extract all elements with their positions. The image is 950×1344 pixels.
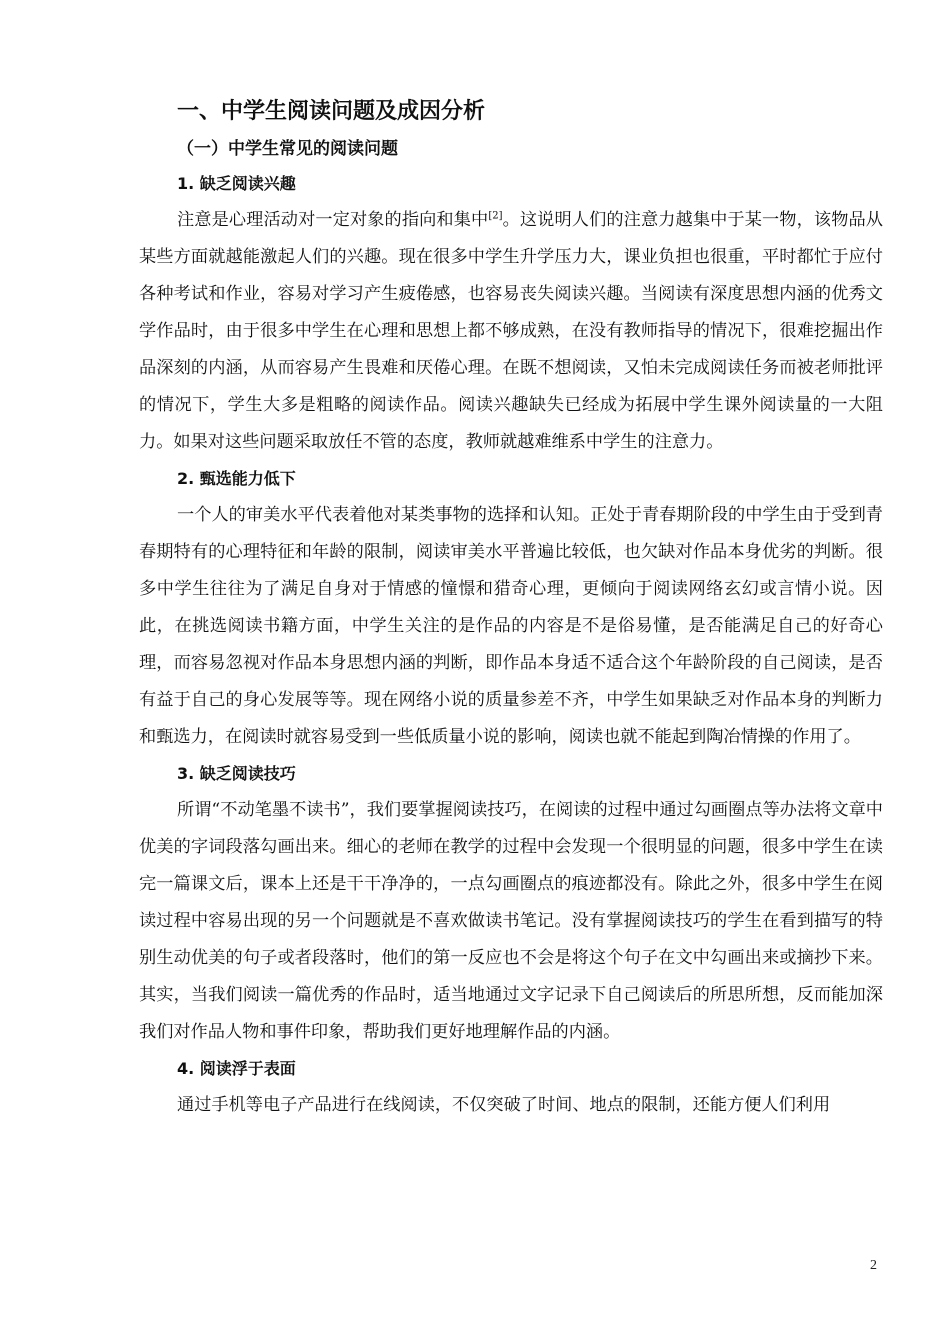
chapter-heading: 一、中学生阅读问题及成因分析 [177, 99, 486, 124]
citation-ref: [2] [488, 210, 503, 222]
paragraph-1-text-b: 。这说明人们的注意力越集中于某一物，该物品从某些方面就越能激起人们的兴趣。现在很多中学生升学压力大，课业负担也很重，平时都忙于应付各种考试和作业，容易对学习产生疲倦感，也容易丧失阅读兴趣。当阅读有深度思想内涵的优秀文学作品时，由于很多中学生在心理和思想上都不够成熟，在没有教师指导的情况下，很难挖掘出作品深刻的内涵，从而容易产生畏难和厌倦心理。在既不想阅读，又怕未完成阅读任务而被老师批评的情况下，学生大多是粗略的阅读作品。阅读兴趣缺失已经成为拓展中学生课外阅读量的一大阻力。如果对这些问题采取放任不管的态度，教师就越难维系中学生的注意力。 [139, 210, 883, 452]
paragraph-1 [139, 202, 883, 461]
section-heading: （一）中学生常见的阅读问题 [177, 139, 398, 159]
paragraph-4: 通过手机等电子产品进行在线阅读，不仅突破了时间、地点的限制，还能方便人们利用 [177, 1095, 831, 1115]
subsection-heading-4: 4. 阅读浮于表面 [177, 1059, 296, 1078]
subsection-heading-1: 1. 缺乏阅读兴趣 [177, 174, 296, 193]
paragraph-3: 所谓“不动笔墨不读书”，我们要掌握阅读技巧，在阅读的过程中通过勾画圈点等办法将文章中优美的字词段落勾画出来。细心的老师在教学的过程中会发现一个很明显的问题，很多中学生在读完一篇课文后，课本上还是干干净净的，一点勾画圈点的痕迹都没有。除此之外，很多中学生在阅读过程中容易出现的另一个问题就是不喜欢做读书笔记。没有掌握阅读技巧的学生在看到描写的特别生动优美的句子或者段落时，他们的第一反应也不会是将这个句子在文中勾画出来或摘抄下来。其实，当我们阅读一篇优秀的作品时，适当地通过文字记录下自己阅读后的所思所想，反而能加深我们对作品人物和事件印象，帮助我们更好地理解作品的内涵。 [139, 800, 883, 1042]
subsection-heading-3: 3. 缺乏阅读技巧 [177, 764, 296, 783]
subsection-heading-2: 2. 甄选能力低下 [177, 469, 296, 488]
page-number: 2 [870, 1258, 877, 1273]
paragraph-2: 一个人的审美水平代表着他对某类事物的选择和认知。正处于青春期阶段的中学生由于受到青春期特有的心理特征和年龄的限制，阅读审美水平普遍比较低，也欠缺对作品本身优劣的判断。很多中学生往往为了满足自身对于情感的憧憬和猎奇心理，更倾向于阅读网络玄幻或言情小说。因此，在挑选阅读书籍方面，中学生关注的是作品的内容是不是俗易懂，是否能满足自己的好奇心理，而容易忽视对作品本身思想内涵的判断，即作品本身适不适合这个年龄阶段的自己阅读，是否有益于自己的身心发展等等。现在网络小说的质量参差不齐，中学生如果缺乏对作品本身的判断力和甄选力，在阅读时就容易受到一些低质量小说的影响，阅读也就不能起到陶冶情操的作用了。 [139, 505, 883, 747]
paragraph-1-text-a: 注意是心理活动对一定对象的指向和集中 [177, 210, 489, 230]
page-content [139, 92, 883, 1124]
